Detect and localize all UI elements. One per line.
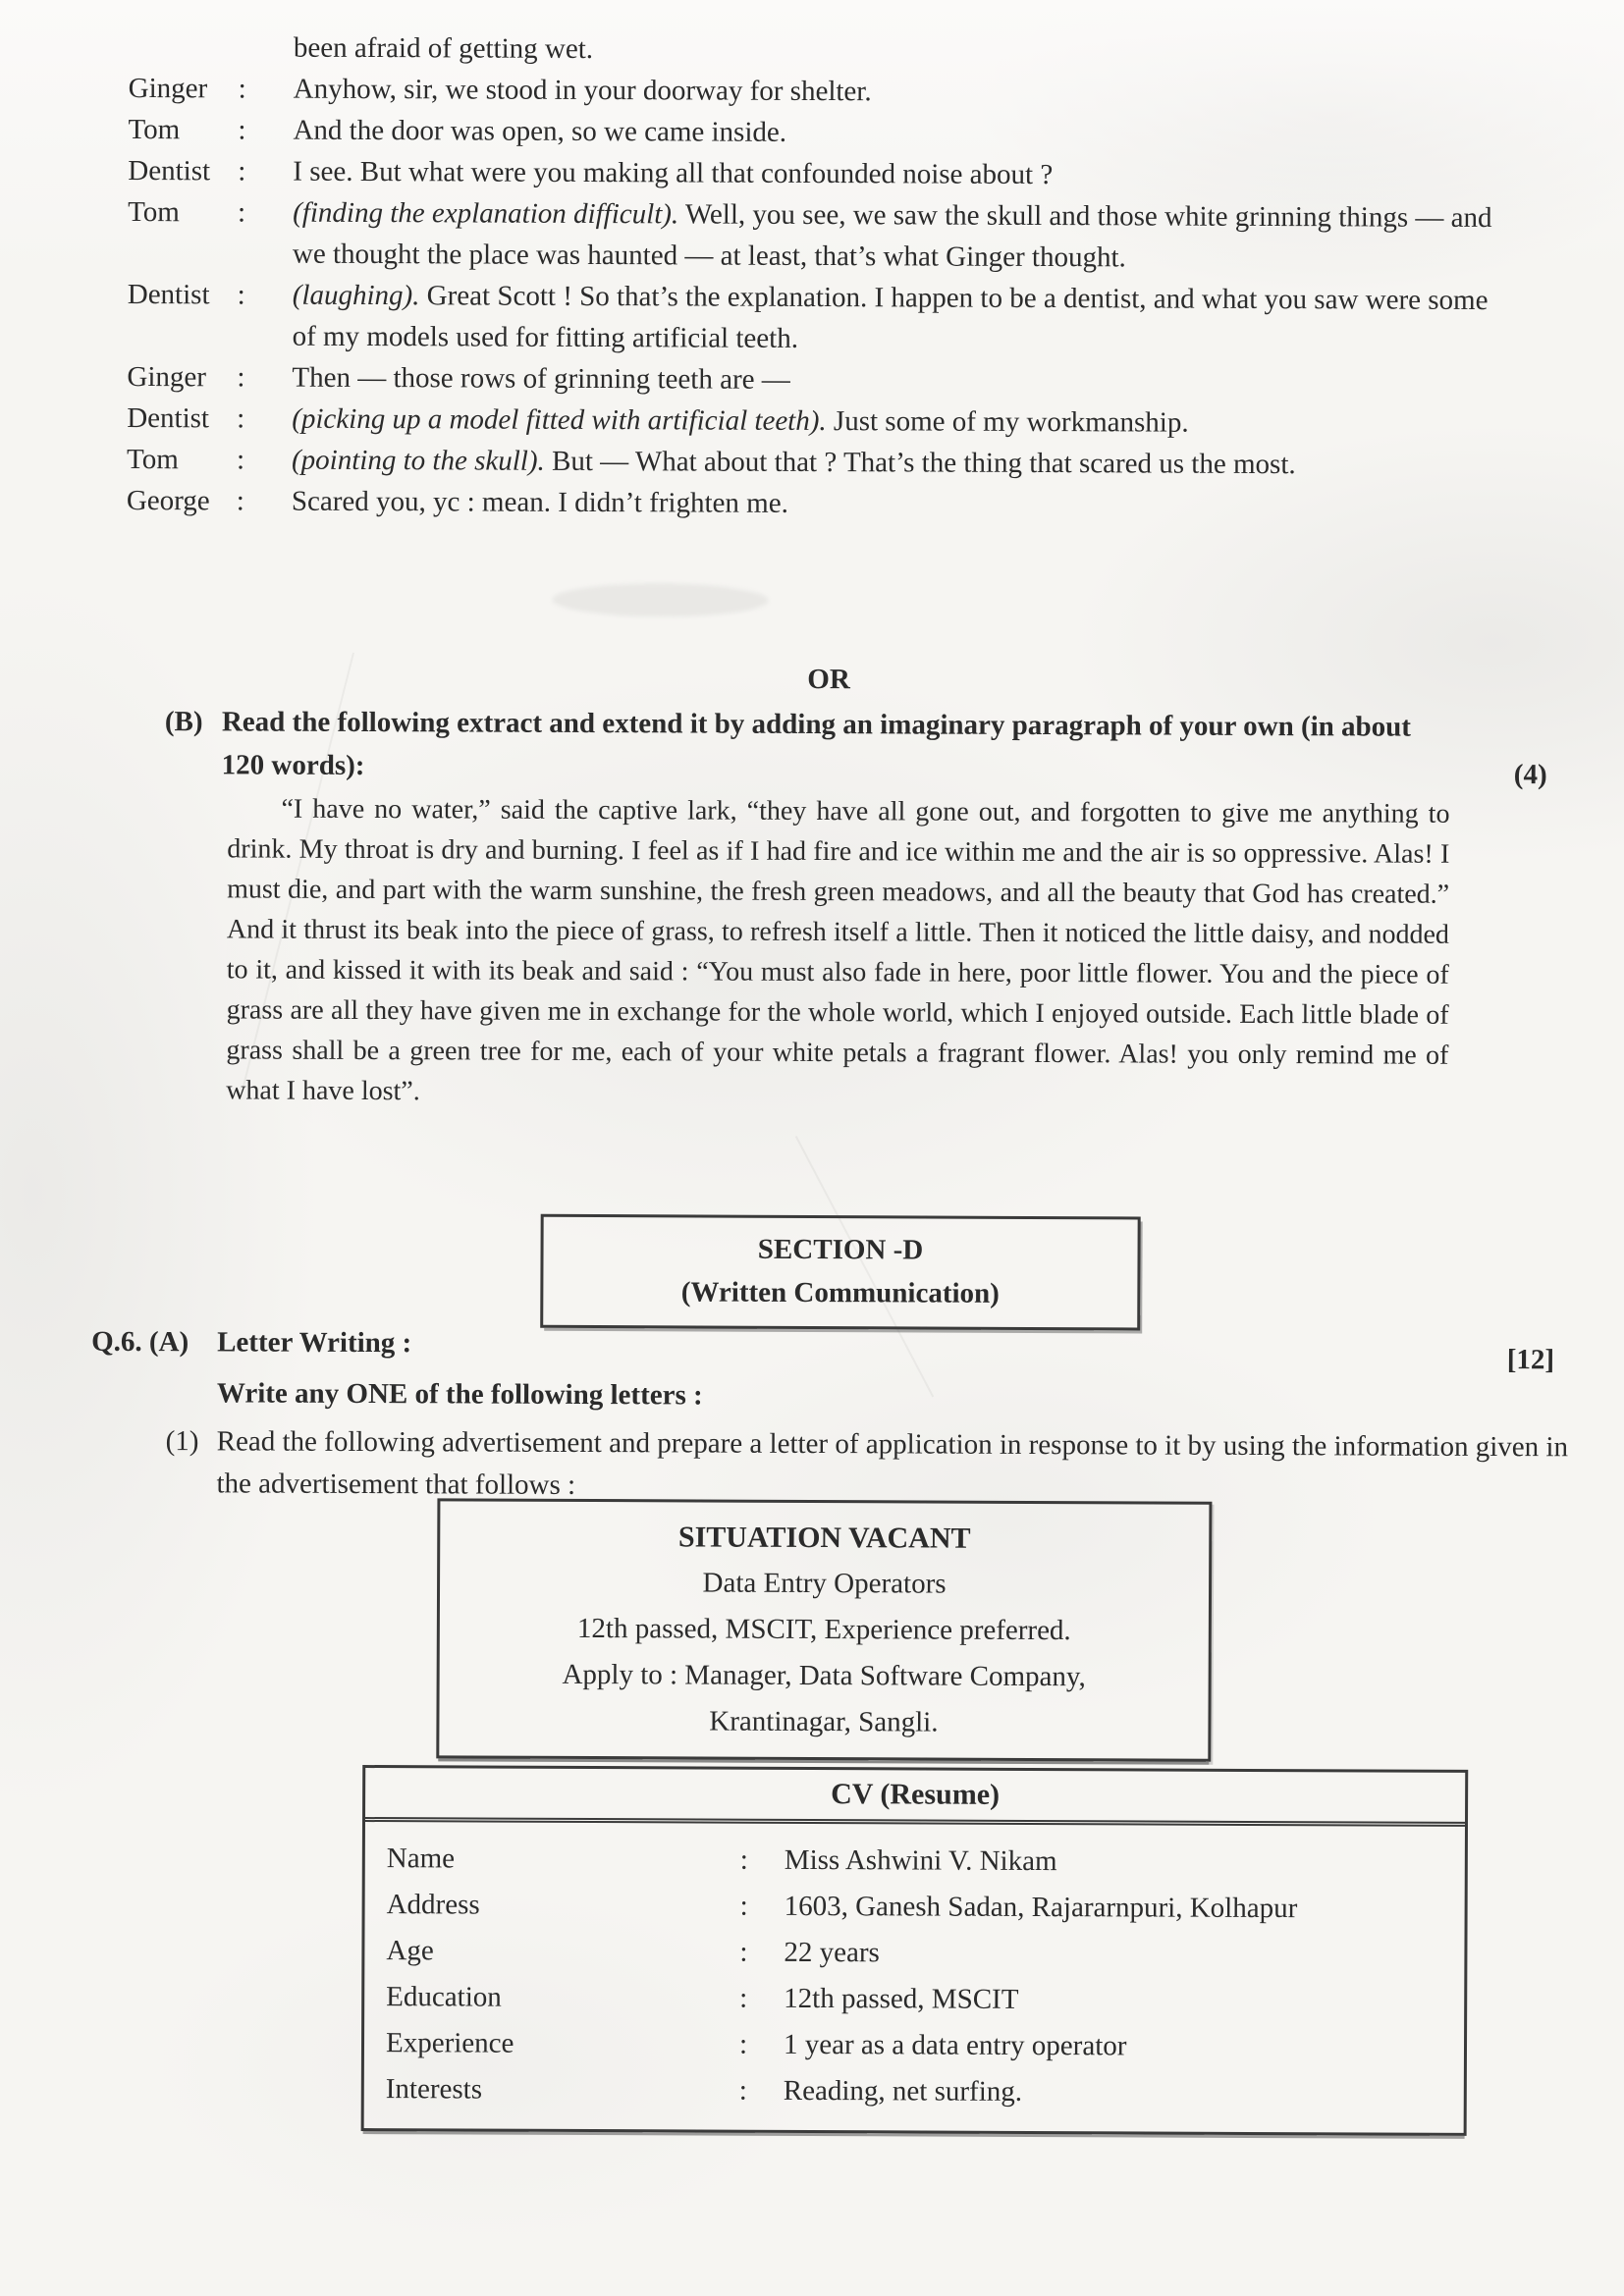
utterance: Then — those rows of grinning teeth are —: [292, 361, 790, 396]
cv-resume-table: [361, 1765, 1469, 2136]
stage-direction: (finding the explanation difficult).: [293, 196, 679, 231]
dialogue-text: [292, 440, 1499, 486]
question-b-block: [165, 700, 1547, 792]
stage-direction: (laughing).: [292, 279, 420, 312]
question-6-body: [217, 1320, 703, 1416]
cv-table-title: CV (Resume): [365, 1768, 1465, 1827]
speaker-name: Dentist: [127, 401, 210, 435]
advert-line: Krantinagar, Sangli.: [709, 1705, 939, 1738]
question-b-label: (B): [164, 706, 203, 738]
question-6-marks: [12]: [1506, 1344, 1555, 1376]
utterance: Just some of my workmanship.: [826, 405, 1189, 439]
section-d-box: [540, 1214, 1141, 1331]
cv-row-colon: :: [739, 1890, 748, 1922]
dialogue-text: [292, 399, 1499, 445]
utterance: Anyhow, sir, we stood in your doorway for shelter.: [293, 73, 872, 108]
question-6-heading-row: [91, 1320, 1564, 1421]
cv-row-label: Name: [386, 1842, 456, 1875]
utterance: been afraid of getting wet.: [293, 31, 594, 66]
speaker-cell: [127, 398, 244, 440]
speaker-colon: :: [238, 196, 246, 229]
speaker-colon: :: [237, 402, 245, 435]
dialogue-row: [128, 274, 1500, 362]
dialogue-text: [293, 192, 1500, 280]
speaker-colon: :: [238, 114, 246, 146]
dialogue-row: [128, 109, 1500, 156]
speaker-name: Ginger: [127, 360, 207, 394]
dialogue-row: [129, 68, 1501, 115]
utterance: Well, you see, we saw the skull and those white grinning things — and we thought the place was haunted — at least, that’s what Ginger thought.: [292, 198, 1492, 274]
cv-row-label: Experience: [385, 2027, 514, 2059]
speaker-colon: :: [237, 361, 245, 394]
cv-row-label: Address: [386, 1889, 480, 1921]
utterance: Great Scott ! So that’s the explanation. I happen to be a dentist, and what you saw were some of my models used for fitting artificial teeth.: [292, 280, 1489, 354]
advert-title: SITUATION VACANT: [677, 1521, 971, 1555]
section-d-subtitle: (Written Communication): [680, 1276, 1000, 1309]
utterance: But — What about that ? That’s the thing that scared us the most.: [544, 445, 1296, 481]
speaker-cell: [128, 109, 245, 151]
table-row: [365, 1836, 1465, 1887]
speaker-colon: :: [238, 155, 246, 187]
cv-row-label: Education: [386, 1981, 502, 2013]
dialogue-text: [292, 357, 1499, 403]
question-6-title: Letter Writing :: [217, 1326, 412, 1360]
cv-table-body: [364, 1822, 1465, 2133]
dialogue-text: [294, 27, 1501, 74]
item-1-number: (1): [165, 1425, 199, 1458]
speaker-name: Tom: [128, 113, 181, 146]
speaker-cell: [127, 480, 244, 522]
dialogue-text: [294, 69, 1501, 115]
dialogue-row: [127, 480, 1499, 527]
question-6-number: Q.6. (A): [91, 1325, 189, 1359]
scan-smudge: [552, 583, 768, 617]
speaker-name: George: [126, 484, 210, 517]
cv-row-value: Reading, net surfing.: [783, 2074, 1023, 2108]
speaker-name: Tom: [128, 195, 180, 229]
advert-line: Data Entry Operators: [702, 1567, 947, 1600]
item-1-text: Read the following advertisement and prepare a letter of application in response to it by using the information given in the advertisement that follows :: [216, 1425, 1569, 1501]
cv-row-colon: :: [738, 2074, 747, 2107]
question-b-heading-row: [165, 700, 1547, 792]
speaker-cell: [129, 27, 246, 69]
speaker-colon: :: [236, 444, 245, 476]
speaker-cell: [129, 68, 246, 110]
question-b-heading: Read the following extract and extend it by adding an imaginary paragraph of your own (in about 120 words):: [221, 706, 1412, 782]
speaker-name: Dentist: [128, 154, 211, 187]
speaker-cell: [128, 150, 245, 192]
speaker-name: Tom: [126, 443, 179, 476]
cv-row-colon: :: [739, 1843, 748, 1876]
speaker-name: Ginger: [128, 72, 208, 105]
speaker-cell: [127, 356, 244, 399]
dialogue-row: [129, 27, 1501, 74]
question-6-block: [91, 1320, 1564, 1421]
cv-row-label: Age: [386, 1935, 434, 1967]
table-row: [364, 1928, 1464, 1979]
dialogue-row: [127, 439, 1499, 486]
table-row: [365, 1882, 1465, 1933]
cv-row-label: Interests: [385, 2073, 483, 2106]
speaker-name: Dentist: [127, 278, 210, 311]
dialogue-text: [293, 275, 1500, 362]
situation-vacant-box: [436, 1498, 1212, 1761]
cv-row-value: 22 years: [784, 1936, 880, 1969]
speaker-cell: [128, 274, 245, 357]
cv-row-value: Miss Ashwini V. Nikam: [784, 1843, 1057, 1878]
table-row: [364, 2066, 1464, 2117]
speaker-cell: [128, 191, 245, 275]
cv-row-colon: :: [739, 1982, 748, 2014]
dialogue-text: [293, 110, 1500, 156]
stage-direction: (pointing to the skull).: [291, 444, 545, 477]
speaker-colon: :: [238, 73, 246, 105]
dialogue-row: [128, 191, 1500, 280]
question-6-item-1: [165, 1420, 1569, 1511]
speaker-colon: :: [236, 485, 244, 517]
dialogue-row: [128, 150, 1500, 197]
dialogue-block: [127, 27, 1501, 527]
cv-row-colon: :: [738, 2028, 748, 2060]
section-d-title: SECTION -D: [757, 1233, 924, 1266]
utterance: Scared you, yc : mean. I didn’t frighten me.: [291, 485, 788, 519]
dialogue-text: [293, 151, 1500, 197]
dialogue-row: [127, 356, 1499, 403]
cv-row-colon: :: [739, 1936, 748, 1968]
table-row: [364, 1974, 1464, 2025]
cv-row-value: 1603, Ganesh Sadan, Rajararnpuri, Kolhapur: [784, 1890, 1298, 1925]
dialogue-text: [292, 481, 1499, 527]
dialogue-row: [127, 398, 1499, 445]
speaker-colon: :: [237, 279, 245, 311]
advert-line: 12th passed, MSCIT, Experience preferred.: [576, 1612, 1071, 1647]
cv-row-value: 12th passed, MSCIT: [784, 1982, 1019, 2015]
utterance: And the door was open, so we came inside.: [293, 114, 787, 148]
question-b-marks: (4): [1513, 759, 1547, 791]
table-row: [364, 2020, 1464, 2071]
extract-paragraph: “I have no water,” said the captive lark, “they have all gone out, and forgotten to give me anything to drink. My throat is dry and burning. I feel as if I had fire and ice within me and the air is so oppressive. Alas! I must die, and part with the warm sunshine, the fresh green meadows, and all the beauty that God has created.” And it thrust its beak into the piece of grass, to refresh itself a little. Then it noticed the little daisy, and nodded to it, and kissed it with its beak and said : “You must also fade in here, poor little flower. You and the piece of grass are all they have given me in exchange for the whole world, which I enjoyed outside. Each little blade of grass shall be a green tree for me, each of your white petals a fragrant flower. Alas! you only remind me of what I have lost”.: [226, 793, 1450, 1107]
advert-line: Apply to : Manager, Data Software Company,: [562, 1658, 1086, 1693]
question-6-instruction: Write any ONE of the following letters :: [216, 1377, 703, 1412]
or-divider: OR: [807, 663, 850, 696]
speaker-cell: [127, 439, 244, 481]
stage-direction: (picking up a model fitted with artificial teeth).: [292, 402, 827, 438]
cv-row-value: 1 year as a data entry operator: [783, 2028, 1127, 2062]
utterance: I see. But what were you making all that confounded noise about ?: [293, 155, 1054, 191]
